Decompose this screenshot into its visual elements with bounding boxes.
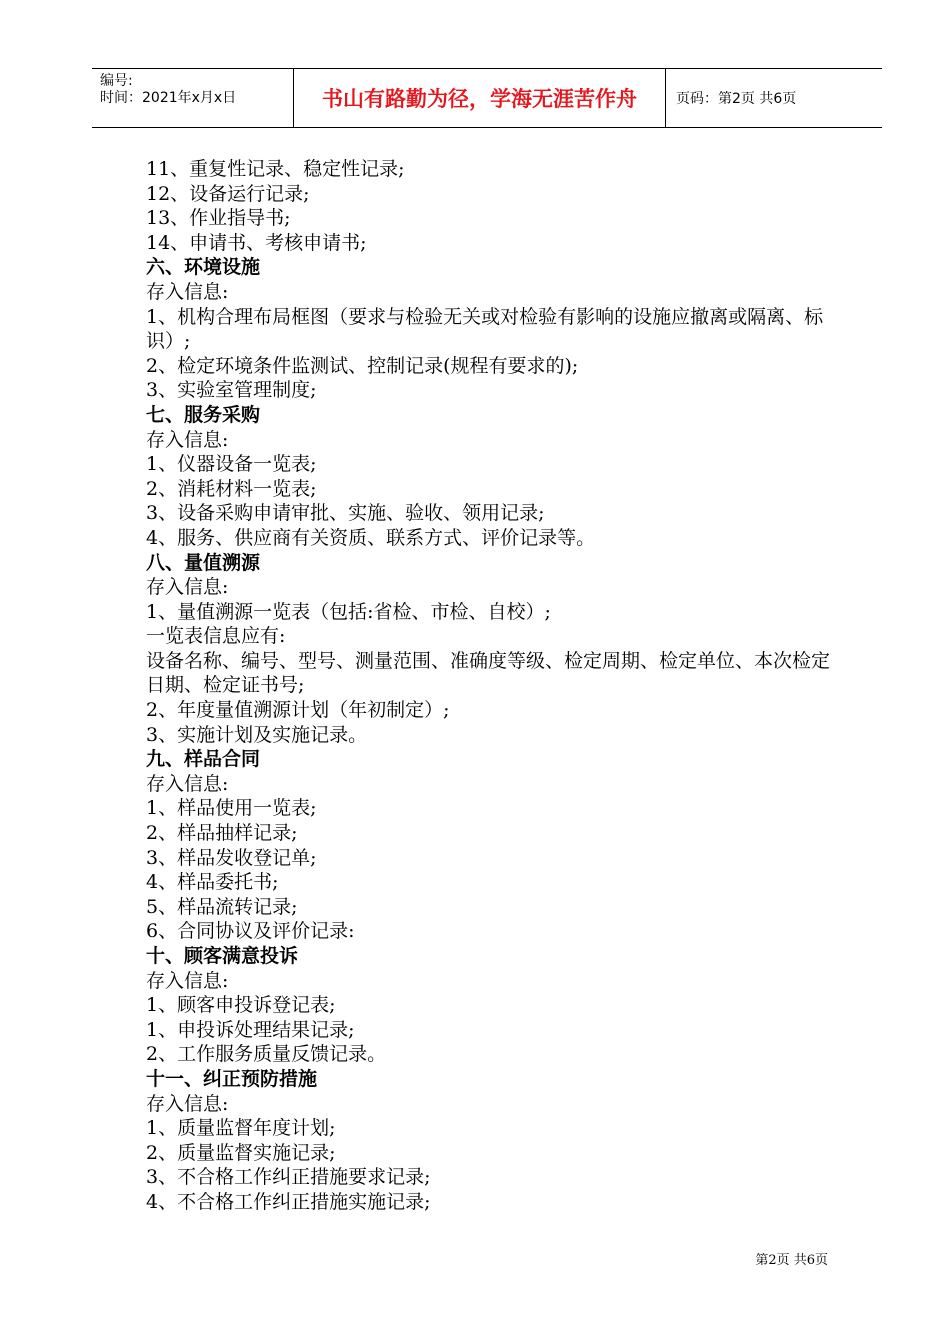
text-line: 存入信息: bbox=[146, 280, 229, 303]
section-heading: 十一、纠正预防措施 bbox=[146, 1067, 318, 1090]
text-line: 一览表信息应有: bbox=[146, 625, 286, 648]
text-line: 1、机构合理布局框图（要求与检验无关或对检验有影响的设施应撤离或隔离、标识）; bbox=[146, 305, 824, 353]
text-line: 6、合同协议及评价记录: bbox=[146, 920, 355, 943]
section-heading: 六、环境设施 bbox=[146, 256, 261, 279]
document-body bbox=[146, 157, 846, 1215]
text-line: 13、作业指导书; bbox=[146, 207, 291, 230]
text-line: 5、样品流转记录; bbox=[146, 895, 298, 918]
text-line: 3、设备采购申请审批、实施、验收、领用记录; bbox=[146, 502, 545, 525]
page-header bbox=[92, 68, 882, 128]
text-line: 3、实验室管理制度; bbox=[146, 379, 317, 402]
text-line: 4、服务、供应商有关资质、联系方式、评价记录等。 bbox=[146, 526, 596, 549]
text-line: 存入信息: bbox=[146, 428, 229, 451]
text-line: 设备名称、编号、型号、测量范围、准确度等级、检定周期、检定单位、本次检定日期、检定证书号; bbox=[146, 649, 831, 697]
text-line: 存入信息: bbox=[146, 969, 229, 992]
text-line: 3、实施计划及实施记录。 bbox=[146, 723, 368, 746]
text-line: 2、工作服务质量反馈记录。 bbox=[146, 1043, 387, 1066]
text-line: 1、质量监督年度计划; bbox=[146, 1117, 336, 1140]
text-line: 2、样品抽样记录; bbox=[146, 822, 298, 845]
section-heading: 七、服务采购 bbox=[146, 403, 261, 426]
header-page-info: 页码：第2页 共6页 bbox=[676, 91, 797, 107]
text-line: 2、检定环境条件监测试、控制记录(规程有要求的); bbox=[146, 354, 579, 377]
text-line: 4、样品委托书; bbox=[146, 871, 279, 894]
text-line: 1、仪器设备一览表; bbox=[146, 453, 317, 476]
text-line: 4、不合格工作纠正措施实施记录; bbox=[146, 1190, 431, 1213]
text-line: 2、消耗材料一览表; bbox=[146, 477, 317, 500]
text-line: 1、样品使用一览表; bbox=[146, 797, 317, 820]
code-label: 编号: bbox=[100, 73, 133, 89]
text-line: 1、顾客申投诉登记表; bbox=[146, 994, 336, 1017]
section-heading: 九、样品合同 bbox=[146, 748, 261, 771]
text-line: 3、样品发收登记单; bbox=[146, 846, 317, 869]
text-line: 2、年度量值溯源计划（年初制定）; bbox=[146, 699, 450, 722]
text-line: 存入信息: bbox=[146, 1092, 229, 1115]
text-line: 1、申投诉处理结果记录; bbox=[146, 1018, 355, 1041]
text-line: 存入信息: bbox=[146, 772, 229, 795]
section-heading: 十、顾客满意投诉 bbox=[146, 945, 299, 967]
header-motto: 书山有路勤为径，学海无涯苦作舟 bbox=[294, 69, 666, 127]
text-line: 3、不合格工作纠正措施要求记录; bbox=[146, 1166, 431, 1189]
time-label: 时间：2021年x月x日 bbox=[100, 90, 237, 106]
text-line: 1、量值溯源一览表（包括:省检、市检、自校）; bbox=[146, 600, 551, 623]
header-meta-cell bbox=[92, 69, 294, 127]
text-line: 12、设备运行记录; bbox=[146, 182, 310, 205]
page-footer: 第2页 共6页 bbox=[755, 1253, 828, 1268]
text-line: 14、申请书、考核申请书; bbox=[146, 231, 367, 254]
text-line: 2、质量监督实施记录; bbox=[146, 1141, 336, 1164]
text-line: 11、重复性记录、稳定性记录; bbox=[146, 158, 405, 180]
section-heading: 八、量值溯源 bbox=[146, 551, 261, 574]
text-line: 存入信息: bbox=[146, 576, 229, 599]
